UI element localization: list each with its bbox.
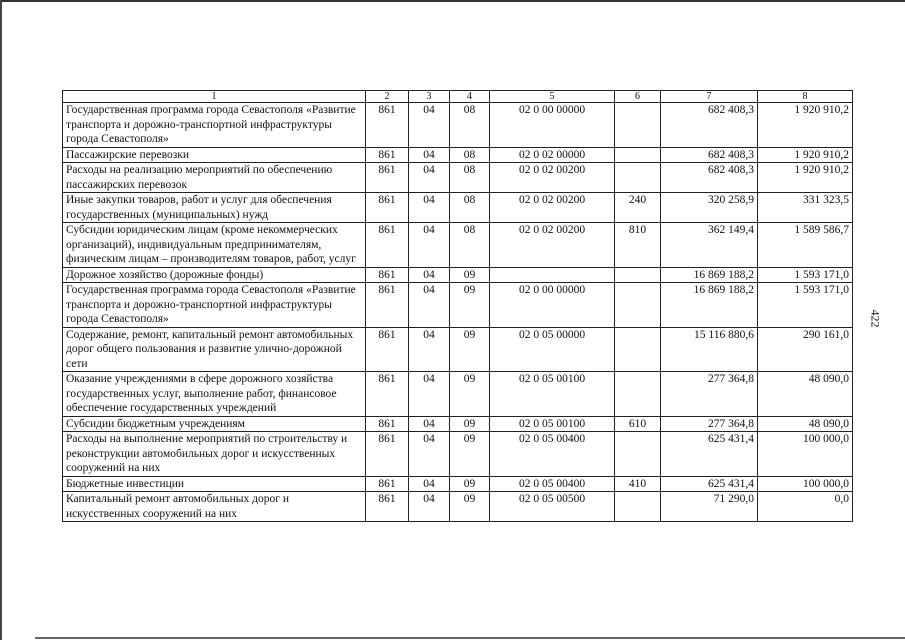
amount-column-7: 682 408,3	[661, 103, 758, 148]
target-article-code: 02 0 05 00400	[490, 432, 615, 477]
column-header: 1	[63, 91, 366, 103]
section-code: 04	[409, 267, 450, 283]
section-code: 04	[409, 476, 450, 492]
amount-column-7: 625 431,4	[661, 476, 758, 492]
column-header: 6	[615, 91, 661, 103]
subsection-code: 09	[450, 432, 490, 477]
table-row	[63, 267, 853, 283]
expenditure-name: Субсидии юридическим лицам (кроме некоммерческих организаций), индивидуальным предпринимателям, физическим лицам – производителям товаров, работ, услуг	[63, 223, 366, 268]
expense-type-code	[615, 327, 661, 372]
amount-column-8: 1 920 910,2	[758, 163, 853, 193]
table-row	[63, 416, 853, 432]
amount-column-8: 1 589 586,7	[758, 223, 853, 268]
scan-border-left	[0, 0, 2, 640]
table-row	[63, 193, 853, 223]
amount-column-7: 682 408,3	[661, 147, 758, 163]
target-article-code: 02 0 05 00100	[490, 416, 615, 432]
table-row	[63, 432, 853, 477]
expense-type-code: 410	[615, 476, 661, 492]
amount-column-8: 1 593 171,0	[758, 267, 853, 283]
table-row	[63, 476, 853, 492]
target-article-code: 02 0 05 00500	[490, 492, 615, 522]
admin-code: 861	[366, 103, 409, 148]
target-article-code	[490, 267, 615, 283]
target-article-code: 02 0 05 00400	[490, 476, 615, 492]
amount-column-8: 100 000,0	[758, 476, 853, 492]
expense-type-code	[615, 163, 661, 193]
section-code: 04	[409, 223, 450, 268]
admin-code: 861	[366, 327, 409, 372]
admin-code: 861	[366, 476, 409, 492]
target-article-code: 02 0 05 00000	[490, 327, 615, 372]
section-code: 04	[409, 103, 450, 148]
section-code: 04	[409, 163, 450, 193]
section-code: 04	[409, 283, 450, 328]
expense-type-code	[615, 267, 661, 283]
expenditure-name: Оказание учреждениями в сфере дорожного хозяйства государственных услуг, выполнение работ, финансовое обеспечение государственных учреждений	[63, 372, 366, 417]
expenditure-name: Пассажирские перевозки	[63, 147, 366, 163]
table-row	[63, 327, 853, 372]
amount-column-8: 331 323,5	[758, 193, 853, 223]
amount-column-7: 16 869 188,2	[661, 283, 758, 328]
expenditure-name: Субсидии бюджетным учреждениям	[63, 416, 366, 432]
admin-code: 861	[366, 267, 409, 283]
amount-column-8: 1 593 171,0	[758, 283, 853, 328]
expense-type-code	[615, 147, 661, 163]
expense-type-code	[615, 432, 661, 477]
table-body	[63, 91, 853, 522]
table-row	[63, 103, 853, 148]
amount-column-8: 48 090,0	[758, 372, 853, 417]
target-article-code: 02 0 02 00000	[490, 147, 615, 163]
amount-column-7: 15 116 880,6	[661, 327, 758, 372]
admin-code: 861	[366, 432, 409, 477]
expenditure-name: Государственная программа города Севастополя «Развитие транспорта и дорожно-транспортной инфраструктуры города Севастополя»	[63, 103, 366, 148]
expense-type-code	[615, 372, 661, 417]
column-header: 4	[450, 91, 490, 103]
subsection-code: 09	[450, 492, 490, 522]
column-header: 8	[758, 91, 853, 103]
section-code: 04	[409, 372, 450, 417]
section-code: 04	[409, 327, 450, 372]
expense-type-code: 240	[615, 193, 661, 223]
column-header: 7	[661, 91, 758, 103]
section-code: 04	[409, 193, 450, 223]
amount-column-7: 625 431,4	[661, 432, 758, 477]
table-row	[63, 492, 853, 522]
subsection-code: 08	[450, 193, 490, 223]
admin-code: 861	[366, 193, 409, 223]
admin-code: 861	[366, 163, 409, 193]
subsection-code: 09	[450, 372, 490, 417]
scan-border-top	[0, 0, 905, 2]
amount-column-7: 277 364,8	[661, 372, 758, 417]
admin-code: 861	[366, 223, 409, 268]
amount-column-7: 16 869 188,2	[661, 267, 758, 283]
section-code: 04	[409, 147, 450, 163]
subsection-code: 08	[450, 163, 490, 193]
subsection-code: 08	[450, 223, 490, 268]
target-article-code: 02 0 00 00000	[490, 103, 615, 148]
amount-column-8: 48 090,0	[758, 416, 853, 432]
subsection-code: 09	[450, 476, 490, 492]
amount-column-7: 320 258,9	[661, 193, 758, 223]
expenditure-name: Расходы на выполнение мероприятий по строительству и реконструкции автомобильных дорог и искусственных сооружений на них	[63, 432, 366, 477]
table-row	[63, 283, 853, 328]
target-article-code: 02 0 00 00000	[490, 283, 615, 328]
table-row	[63, 223, 853, 268]
amount-column-8: 100 000,0	[758, 432, 853, 477]
budget-table	[62, 90, 853, 522]
column-header: 2	[366, 91, 409, 103]
amount-column-8: 1 920 910,2	[758, 147, 853, 163]
expenditure-name: Расходы на реализацию мероприятий по обеспечению пассажирских перевозок	[63, 163, 366, 193]
subsection-code: 09	[450, 416, 490, 432]
expense-type-code	[615, 283, 661, 328]
expenditure-name: Дорожное хозяйство (дорожные фонды)	[63, 267, 366, 283]
admin-code: 861	[366, 416, 409, 432]
expenditure-name: Капитальный ремонт автомобильных дорог и искусственных сооружений на них	[63, 492, 366, 522]
amount-column-7: 682 408,3	[661, 163, 758, 193]
admin-code: 861	[366, 283, 409, 328]
expenditure-name: Иные закупки товаров, работ и услуг для обеспечения государственных (муниципальных) нужд	[63, 193, 366, 223]
admin-code: 861	[366, 372, 409, 417]
page-number: 422	[868, 309, 883, 328]
target-article-code: 02 0 02 00200	[490, 163, 615, 193]
section-code: 04	[409, 492, 450, 522]
amount-column-8: 1 920 910,2	[758, 103, 853, 148]
subsection-code: 08	[450, 103, 490, 148]
admin-code: 861	[366, 492, 409, 522]
target-article-code: 02 0 05 00100	[490, 372, 615, 417]
expense-type-code	[615, 103, 661, 148]
amount-column-7: 71 290,0	[661, 492, 758, 522]
amount-column-7: 277 364,8	[661, 416, 758, 432]
subsection-code: 09	[450, 327, 490, 372]
expenditure-name: Государственная программа города Севастополя «Развитие транспорта и дорожно-транспортной инфраструктуры города Севастополя»	[63, 283, 366, 328]
column-header: 5	[490, 91, 615, 103]
target-article-code: 02 0 02 00200	[490, 193, 615, 223]
section-code: 04	[409, 432, 450, 477]
amount-column-7: 362 149,4	[661, 223, 758, 268]
expenditure-name: Бюджетные инвестиции	[63, 476, 366, 492]
section-code: 04	[409, 416, 450, 432]
scan-border-bottom	[35, 637, 905, 639]
expenditure-name: Содержание, ремонт, капитальный ремонт автомобильных дорог общего пользования и развитие улично-дорожной сети	[63, 327, 366, 372]
table-row	[63, 372, 853, 417]
expense-type-code	[615, 492, 661, 522]
subsection-code: 09	[450, 283, 490, 328]
table-row	[63, 147, 853, 163]
expense-type-code: 610	[615, 416, 661, 432]
column-header: 3	[409, 91, 450, 103]
subsection-code: 09	[450, 267, 490, 283]
amount-column-8: 290 161,0	[758, 327, 853, 372]
expense-type-code: 810	[615, 223, 661, 268]
column-number-row	[63, 91, 853, 103]
admin-code: 861	[366, 147, 409, 163]
table-row	[63, 163, 853, 193]
subsection-code: 08	[450, 147, 490, 163]
amount-column-8: 0,0	[758, 492, 853, 522]
target-article-code: 02 0 02 00200	[490, 223, 615, 268]
